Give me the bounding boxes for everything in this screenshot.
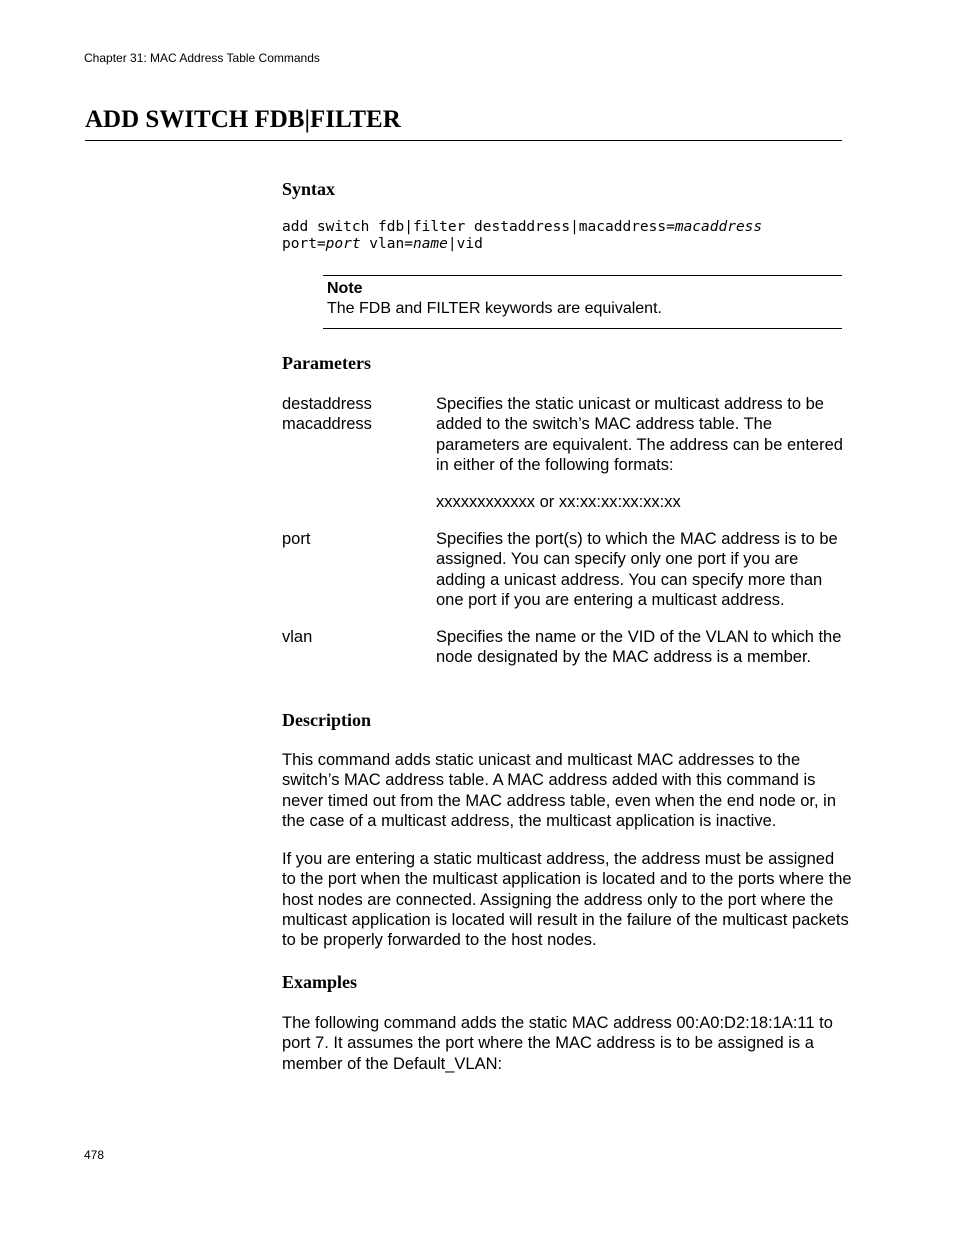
param-name-vlan: vlan [282, 628, 313, 646]
syntax-vlan-keyword: vlan= [360, 236, 413, 252]
description-paragraph-1: This command adds static unicast and multicast MAC addresses to the switch’s MAC address table. A MAC address added with this command is never timed out from the MAC address table, even when the end node or, in the case of a multicast address, the multicast application is inactive. [282, 751, 836, 830]
running-header: Chapter 31: MAC Address Table Commands [84, 51, 320, 65]
syntax-var-port: port [325, 236, 361, 252]
param-desc-port: Specifies the port(s) to which the MAC address is to be assigned. You can specify only one port if you are adding a unicast address. You can specify more than one port if you are entering a multicast address. [436, 530, 838, 609]
param-name-line2: macaddress [282, 415, 372, 434]
param-name-destaddress [282, 394, 432, 435]
note-title: Note [327, 280, 363, 297]
syntax-heading: Syntax [282, 179, 336, 199]
note-box [323, 275, 842, 329]
note-text: The FDB and FILTER keywords are equivalent. [327, 300, 662, 317]
syntax-port-keyword: port= [282, 236, 326, 252]
param-name-port: port [282, 530, 311, 548]
examples-heading: Examples [282, 972, 358, 992]
param-desc-vlan: Specifies the name or the VID of the VLAN to which the node designated by the MAC address is a member. [436, 628, 842, 667]
parameters-heading: Parameters [282, 353, 371, 373]
syntax-var-macaddress: macaddress [674, 219, 763, 235]
examples-paragraph-1: The following command adds the static MAC address 00:A0:D2:18:1A:11 to port 7. It assumes the port where the MAC address is to be assigned is a member of the Default_VLAN: [282, 1014, 833, 1073]
syntax-vid-keyword: |vid [447, 236, 483, 252]
page-number: 478 [84, 1148, 105, 1162]
description-paragraph-2: If you are entering a static multicast address, the address must be assigned to the port when the multicast application is located and to the ports where the host nodes are connected. Assigning the address only to the port where the multicast application is located will result in the failure of the multicast packets to be properly forwarded to the host nodes. [282, 850, 852, 950]
syntax-var-name: name [412, 236, 448, 252]
description-heading: Description [282, 710, 371, 730]
page-title: ADD SWITCH FDB|FILTER [85, 106, 401, 133]
syntax-line1-prefix: add switch fdb|filter destaddress|macaddress= [282, 219, 675, 235]
param-format-example: xxxxxxxxxxxx or xx:xx:xx:xx:xx:xx [436, 493, 681, 511]
param-name-line1: destaddress [282, 395, 372, 413]
title-rule [85, 140, 842, 141]
param-desc-destaddress: Specifies the static unicast or multicast address to be added to the switch’s MAC address table. The parameters are equivalent. The address can be entered in either of the following formats: [436, 395, 843, 474]
syntax-block [282, 219, 762, 253]
